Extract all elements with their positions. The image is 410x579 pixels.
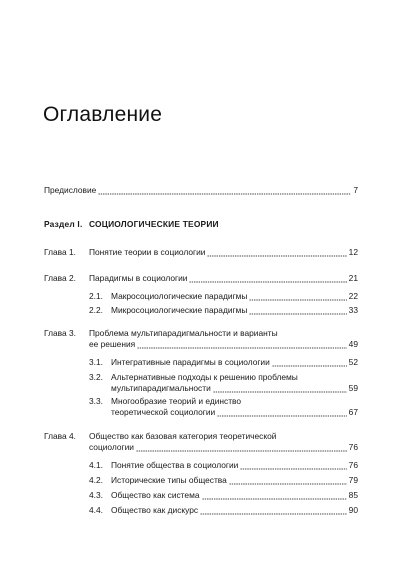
toc-entry-subsection[interactable] bbox=[111, 407, 358, 418]
toc-page-number: 21 bbox=[348, 273, 358, 283]
toc-entry-chapter-3[interactable] bbox=[89, 339, 358, 350]
dot-leader bbox=[240, 462, 346, 470]
dot-leader bbox=[249, 293, 346, 301]
toc-entry-subsection[interactable] bbox=[111, 505, 358, 516]
subsection-number: 3.3. bbox=[89, 396, 103, 406]
toc-page-number: 22 bbox=[348, 291, 358, 301]
toc-page-number: 7 bbox=[353, 185, 358, 195]
toc-entry-subsection[interactable] bbox=[111, 305, 358, 316]
toc-entry-subsection[interactable] bbox=[111, 490, 358, 501]
toc-entry-title: Парадигмы в социологии bbox=[89, 273, 188, 283]
dot-leader bbox=[207, 249, 346, 257]
toc-entry-title: Общество как базовая категория теоретической bbox=[89, 431, 277, 441]
toc-entry-subsection[interactable] bbox=[111, 475, 358, 486]
toc-entry-title: Общество как система bbox=[111, 490, 200, 500]
dot-leader bbox=[137, 341, 346, 349]
toc-entry-title: Предисловие bbox=[44, 185, 97, 195]
toc-entry-title-cont: социологии bbox=[89, 442, 134, 452]
toc-entry-title: Общество как дискурс bbox=[111, 505, 199, 515]
dot-leader bbox=[249, 307, 346, 315]
toc-entry-title: Понятие общества в социологии bbox=[111, 460, 239, 470]
dot-leader bbox=[229, 477, 347, 485]
toc-entry-chapter-4[interactable] bbox=[89, 442, 358, 453]
toc-entry-title-cont: мультипарадигмальности bbox=[111, 383, 211, 393]
toc-entry-title: Микросоциологические парадигмы bbox=[111, 305, 248, 315]
toc-entry-title: Многообразие теорий и единство bbox=[111, 396, 242, 406]
toc-entry-chapter-2[interactable] bbox=[89, 273, 358, 284]
toc-entry-subsection[interactable] bbox=[111, 291, 358, 302]
subsection-number: 2.1. bbox=[89, 291, 103, 301]
toc-entry-preface[interactable] bbox=[44, 185, 358, 196]
toc-page-number: 85 bbox=[348, 490, 358, 500]
section-label: Раздел I. bbox=[44, 219, 83, 229]
toc-entry-title: Исторические типы общества bbox=[111, 475, 227, 485]
toc-page-number: 12 bbox=[348, 247, 358, 257]
subsection-number: 4.4. bbox=[89, 505, 103, 515]
toc-entry-title: Макросоциологические парадигмы bbox=[111, 291, 248, 301]
subsection-number: 4.2. bbox=[89, 475, 103, 485]
chapter-label: Глава 3. bbox=[44, 328, 76, 338]
toc-page-number: 52 bbox=[348, 357, 358, 367]
chapter-label: Глава 1. bbox=[44, 247, 76, 257]
dot-leader bbox=[136, 444, 347, 452]
toc-entry-subsection[interactable] bbox=[111, 383, 358, 394]
toc-entry-title-cont: ее решения bbox=[89, 339, 136, 349]
dot-leader bbox=[272, 359, 347, 367]
toc-page-number: 67 bbox=[348, 407, 358, 417]
dot-leader bbox=[217, 409, 346, 417]
subsection-number: 2.2. bbox=[89, 305, 103, 315]
toc-page-number: 49 bbox=[348, 339, 358, 349]
page-title: Оглавление bbox=[43, 103, 163, 126]
dot-leader bbox=[202, 492, 347, 500]
toc-entry-chapter-1[interactable] bbox=[89, 247, 358, 258]
toc-entry-title: Понятие теории в социологии bbox=[89, 247, 206, 257]
subsection-number: 4.3. bbox=[89, 490, 103, 500]
subsection-number: 4.1. bbox=[89, 460, 103, 470]
dot-leader bbox=[200, 507, 347, 515]
subsection-number: 3.2. bbox=[89, 372, 103, 382]
subsection-number: 3.1. bbox=[89, 357, 103, 367]
chapter-label: Глава 2. bbox=[44, 273, 76, 283]
dot-leader bbox=[213, 385, 347, 393]
toc-page-number: 33 bbox=[348, 305, 358, 315]
toc-page-number: 90 bbox=[348, 505, 358, 515]
toc-page-number: 76 bbox=[348, 460, 358, 470]
chapter-label: Глава 4. bbox=[44, 431, 76, 441]
section-title: СОЦИОЛОГИЧЕСКИЕ ТЕОРИИ bbox=[89, 219, 219, 229]
toc-entry-title: Альтернативные подходы к решению проблемы bbox=[111, 372, 298, 382]
toc-page-number: 59 bbox=[348, 383, 358, 393]
toc-entry-title-cont: теоретической социологии bbox=[111, 407, 216, 417]
dot-leader bbox=[189, 275, 346, 283]
toc-entry-subsection[interactable] bbox=[111, 357, 358, 368]
toc-entry-title: Проблема мультипарадигмальности и варианты bbox=[89, 328, 278, 338]
toc-page-number: 79 bbox=[348, 475, 358, 485]
toc-entry-title: Интегративные парадигмы в социологии bbox=[111, 357, 270, 367]
toc-page-number: 76 bbox=[348, 442, 358, 452]
toc-entry-subsection[interactable] bbox=[111, 460, 358, 471]
dot-leader bbox=[98, 187, 351, 195]
